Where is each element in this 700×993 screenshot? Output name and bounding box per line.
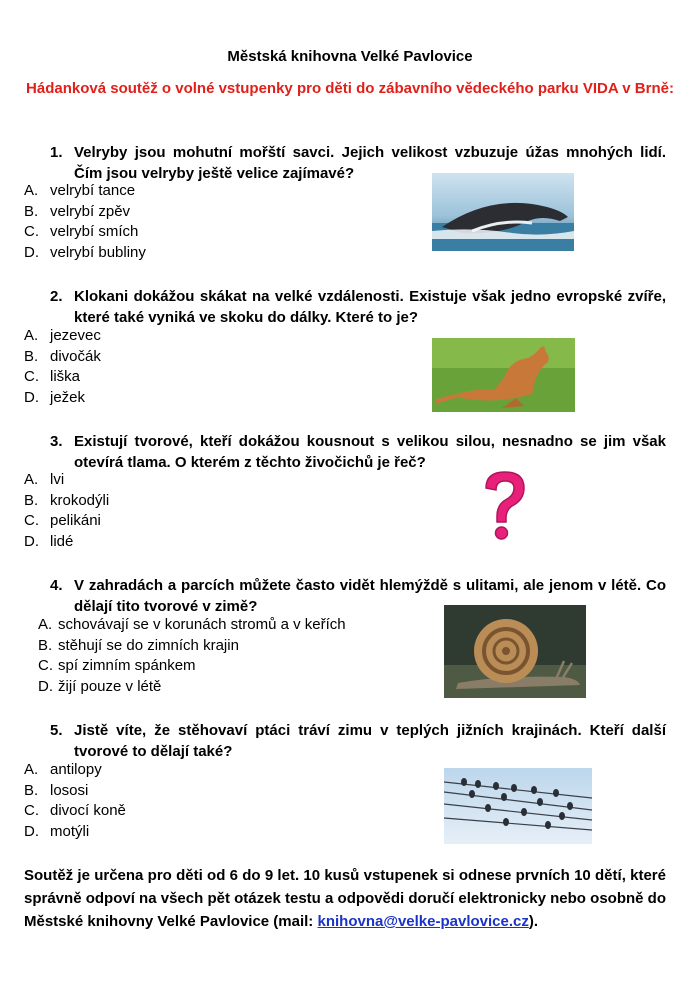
answer-letter: C. xyxy=(24,223,39,241)
answer-text: divocí koně xyxy=(50,802,126,820)
answer-text: velrybí zpěv xyxy=(50,202,131,220)
answer-list-2 xyxy=(24,326,101,408)
answer-letter: C. xyxy=(38,657,53,675)
answer-letter: C. xyxy=(24,368,39,386)
answer-item xyxy=(24,760,126,781)
answer-text: motýli xyxy=(50,822,90,840)
answer-item xyxy=(24,388,101,409)
answer-letter: B. xyxy=(24,781,39,799)
answer-letter: D. xyxy=(24,532,39,550)
answer-item xyxy=(24,181,146,202)
kangaroo-image xyxy=(432,338,575,412)
answer-text: liška xyxy=(50,368,81,386)
question-text: Klokani dokážou skákat na velké vzdálenosti. Existuje však jedno evropské zvíře, které také vyniká ve skoku do dálky. Které to je? xyxy=(74,288,666,326)
answer-letter: A. xyxy=(24,182,39,199)
answer-text: velrybí tance xyxy=(50,182,136,199)
email-link[interactable]: knihovna@velke-pavlovice.cz xyxy=(317,913,529,930)
answer-text: jezevec xyxy=(50,327,101,344)
question-number: 4. xyxy=(50,577,63,594)
answer-item xyxy=(24,801,126,822)
answer-list-1 xyxy=(24,181,146,263)
page-subtitle: Hádanková soutěž o volné vstupenky pro děti do zábavního vědeckého parku VIDA v Brně: xyxy=(26,80,674,97)
answer-item xyxy=(24,491,109,512)
question-2 xyxy=(50,286,666,328)
snail-image xyxy=(444,605,586,698)
answer-letter: B. xyxy=(38,636,53,654)
answer-text: pelikáni xyxy=(50,512,101,530)
contest-info xyxy=(24,864,666,933)
answer-item xyxy=(38,677,346,698)
question-text: Velryby jsou mohutní mořští savci. Jejich velikost vzbuzuje úžas mnohých lidí. Čím jsou velryby ještě velice zajímavé? xyxy=(74,144,666,182)
answer-item xyxy=(24,781,126,802)
answer-item xyxy=(38,656,346,677)
answer-letter: D. xyxy=(24,388,39,406)
answer-item xyxy=(24,822,126,843)
answer-letter: D. xyxy=(38,677,53,695)
answer-letter: D. xyxy=(24,822,39,840)
question-number: 5. xyxy=(50,722,63,739)
answer-item xyxy=(24,326,101,347)
answer-text: spí zimním spánkem xyxy=(58,657,196,675)
answer-text: žijí pouze v létě xyxy=(58,677,162,695)
answer-letter: B. xyxy=(24,347,39,365)
answer-letter: D. xyxy=(24,243,39,261)
answer-item xyxy=(38,615,346,636)
answer-letter: A. xyxy=(24,327,39,344)
answer-letter: B. xyxy=(24,202,39,220)
answer-item xyxy=(24,222,146,243)
question-mark-icon xyxy=(480,468,530,542)
question-number: 2. xyxy=(50,288,63,305)
answer-letter: C. xyxy=(24,802,39,820)
answer-list-5 xyxy=(24,760,126,842)
answer-letter: C. xyxy=(24,512,39,530)
whale-image xyxy=(432,173,574,251)
contest-info-text: Soutěž je určena pro děti od 6 do 9 let. 10 kusů vstupenek si odnese prvních 10 dětí, které správně odpoví na všech pět otázek testu a odpovědi doručí elektronicky nebo osobně do Městské knihovny Velké Pavlovice (mail: xyxy=(24,867,666,930)
answer-item xyxy=(24,347,101,368)
contest-info-end: ). xyxy=(528,913,539,930)
question-text: Jistě víte, že stěhovaví ptáci tráví zimu v teplých jižních krajinách. Kteří další tvorové to dělají také? xyxy=(74,722,666,760)
question-text: V zahradách a parcích můžete často vidět hlemýždě s ulitami, ale jenom v létě. Co dělají tito tvorové v zimě? xyxy=(74,577,666,615)
answer-letter: A. xyxy=(24,471,39,488)
answer-text: antilopy xyxy=(50,761,102,778)
answer-text: krokodýli xyxy=(50,491,110,509)
answer-list-3 xyxy=(24,470,109,552)
question-text: Existují tvorové, kteří dokážou kousnout s velikou silou, nesnadno se jim však otevírá tlama. O kterém z těchto živočichů je řeč? xyxy=(74,433,666,471)
answer-item xyxy=(24,243,146,264)
answer-letter: A. xyxy=(38,616,53,633)
question-5 xyxy=(50,720,666,762)
answer-text: schovávají se v korunách stromů a v keřích xyxy=(58,616,346,633)
question-number: 1. xyxy=(50,144,63,161)
page-title: Městská knihovna Velké Pavlovice xyxy=(227,48,473,65)
answer-text: ježek xyxy=(50,388,86,406)
birds-on-wires-image xyxy=(444,768,592,844)
answer-item xyxy=(24,511,109,532)
answer-item xyxy=(24,470,109,491)
answer-item xyxy=(24,532,109,553)
answer-text: stěhují se do zimních krajin xyxy=(58,636,239,654)
answer-text: lososi xyxy=(50,781,89,799)
answer-text: divočák xyxy=(50,347,101,365)
answer-list-4 xyxy=(38,615,346,697)
answer-text: velrybí smích xyxy=(50,223,139,241)
answer-text: velrybí bubliny xyxy=(50,243,146,261)
question-number: 3. xyxy=(50,433,63,450)
question-3 xyxy=(50,431,666,473)
answer-text: lvi xyxy=(50,471,65,488)
answer-text: lidé xyxy=(50,532,74,550)
answer-letter: B. xyxy=(24,491,39,509)
answer-item xyxy=(38,636,346,657)
answer-item xyxy=(24,367,101,388)
answer-letter: A. xyxy=(24,761,39,778)
answer-item xyxy=(24,202,146,223)
